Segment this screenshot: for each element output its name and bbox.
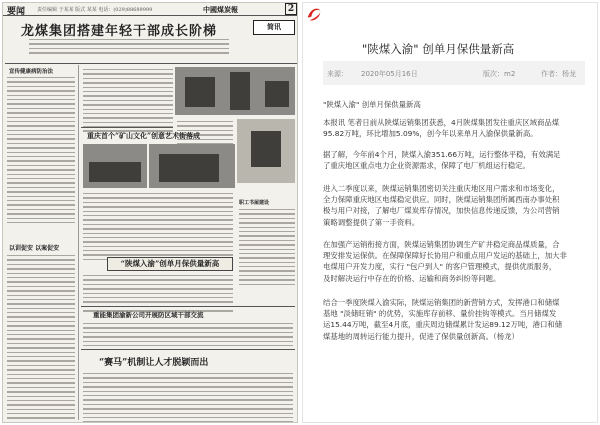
paragraph-line: 据了解，今年前4个月，陕煤入渝351.66万吨，运行整体平稳，有效满足 — [323, 150, 561, 159]
lead-paragraph — [29, 39, 229, 59]
news-photo — [237, 119, 295, 183]
paragraph-line: 本报讯 笔者日前从陕煤运销集团获悉，4月陕煤集团发往重庆区域商品煤 — [323, 118, 560, 127]
article-title: "陕煤入渝" 创单月保供量新高 — [362, 42, 515, 56]
author-label: 作者：杨龙 — [541, 70, 576, 78]
red-swirl-icon — [305, 5, 323, 23]
divider — [81, 349, 295, 350]
column-text — [83, 373, 293, 423]
divider — [81, 306, 295, 307]
article-paragraph — [323, 149, 589, 171]
paragraph-line: 进入二季度以来，陕煤运销集团密切关注重庆地区用户需求和市场变化， — [323, 184, 560, 193]
article-paragraph — [323, 117, 589, 139]
front-headline: 龙煤集团搭建年轻干部成长阶梯 — [21, 24, 218, 39]
story-heading: 重能集团渝新公司开展防区域干部交流 — [93, 311, 204, 319]
paragraph-line: 运15.44万吨，截至4月底，重庆周边储煤累计发运89.12万吨，港口和储 — [323, 320, 563, 330]
article-paragraph — [323, 183, 589, 228]
column-text — [83, 323, 293, 349]
web-article — [302, 2, 598, 423]
newspaper-brand: 中國煤炭報 — [203, 5, 238, 14]
paragraph-line: "陕煤入渝" 创单月保供量新高 — [323, 100, 421, 109]
article-subtitle — [323, 99, 589, 110]
article-paragraph — [323, 239, 589, 284]
masthead-credits: 责任编辑 于某某 版式 某某 电话：(029)88689999 — [37, 7, 153, 13]
divider — [81, 127, 173, 128]
column-text — [7, 255, 75, 423]
paragraph-line: 煤基地的周转运行能力提升，促进了保供量创新高。（杨龙） — [323, 331, 519, 341]
column-text — [7, 77, 75, 226]
story-heading: 重庆首个“矿山文化”创意艺术街落成 — [87, 131, 201, 140]
section-label: 要闻 — [7, 7, 26, 17]
source-label: 来源： — [327, 70, 348, 78]
column-text — [83, 193, 233, 263]
edition-label: 版次：m2 — [483, 70, 516, 78]
paragraph-line: 基地 "淡储旺销" 的优势，实施库存前移、量价挂钩等模式。当月储煤发 — [323, 309, 557, 319]
paragraph-line: 策略调整提供了第一手资料。 — [323, 217, 420, 227]
paragraph-line: 95.82万吨，环比增加5.09%，创今年以来单月入渝保供量新高。 — [323, 129, 538, 139]
article-meta-bar — [323, 61, 585, 85]
side-heading: 以训促安 以案促安 — [9, 245, 60, 252]
paragraph-line: 极与用户对接，了解电厂煤炭库存情况，加快信息传递反馈，为公司营销 — [323, 206, 560, 216]
divider — [5, 63, 297, 64]
news-photo — [149, 144, 235, 188]
news-photo — [175, 67, 295, 115]
side-heading: 职工书屋建设 — [239, 200, 270, 206]
paragraph-line: 结合一季度陕煤入渝实际，陕煤运销集团的新营销方式，发挥港口和储煤 — [323, 298, 560, 307]
story-heading: “赛马”机制让人才脱颖而出 — [99, 358, 209, 368]
column-text — [83, 69, 173, 135]
news-brief-box: 简讯 — [253, 20, 295, 35]
highlighted-story-heading: “陕煤入渝”创单月保供量新高 — [107, 257, 233, 271]
paragraph-line: 在加强产运销衔接方面，陕煤运销集团协调生产矿井稳定商品煤质量，合 — [323, 240, 560, 249]
column-text — [239, 209, 295, 288]
paragraph-line: 了重庆地区重点电力企业资源需求，保障了电厂机组运行稳定。 — [323, 161, 530, 171]
side-heading: 宣传健康病防治法 — [9, 69, 54, 75]
paragraph-line: 电煤用户开发力度，实行 "包户到人" 的客户管理模式，提供优质服务， — [323, 262, 557, 272]
paragraph-line: 及时解决运行中存在的价格、运输和商务纠纷等问题。 — [323, 273, 501, 283]
article-paragraph — [323, 297, 589, 342]
page-number: 2 — [285, 3, 297, 15]
paragraph-line: 理安排发运保供。在保障保障好长协用户和重点用户发运的基础上，加大非 — [323, 251, 567, 261]
column-rule — [78, 65, 79, 420]
publish-date: 2020年05月16日 — [361, 70, 418, 78]
column-text — [83, 275, 233, 315]
newspaper-page-scan — [2, 2, 298, 423]
newspaper-masthead — [3, 3, 298, 16]
news-photo — [83, 144, 147, 188]
paragraph-line: 全力保障重庆地区电煤稳定供应。同时，陕煤运销集团所属西南办事处积 — [323, 195, 560, 205]
